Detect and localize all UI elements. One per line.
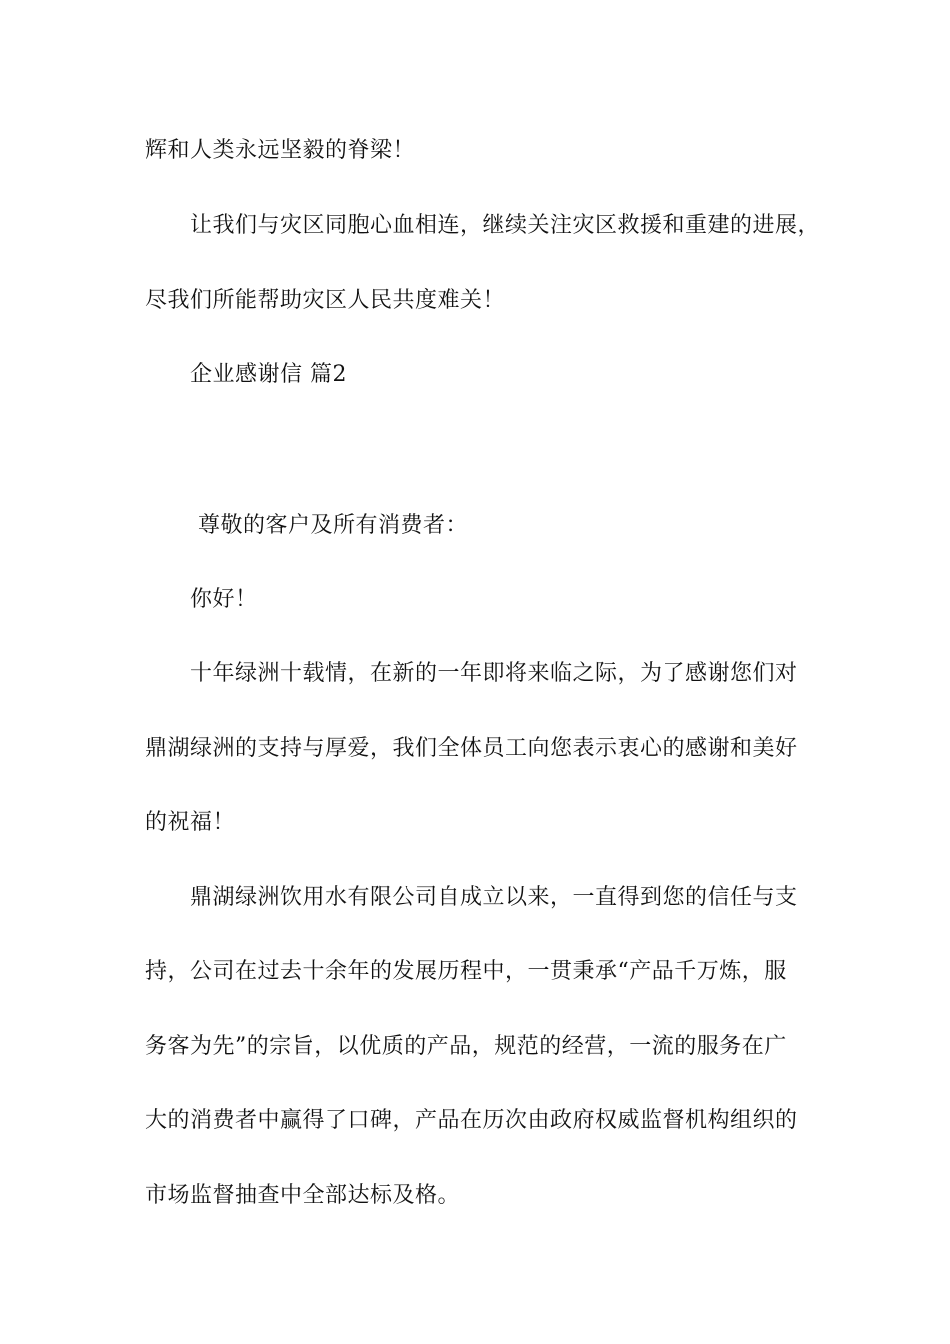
paragraph-line: 尽我们所能帮助灾区人民共度难关！ xyxy=(145,288,506,313)
paragraph-line: 持，公司在过去十余年的发展历程中，一贯秉承“产品千万炼，服 xyxy=(145,959,787,984)
paragraph-line: 十年绿洲十载情，在新的一年即将来临之际，为了感谢您们对 xyxy=(190,661,798,686)
paragraph-line: 鼎湖绿洲的支持与厚爱，我们全体员工向您表示衷心的感谢和美好 xyxy=(145,736,798,761)
salutation: 尊敬的客户及所有消费者： xyxy=(198,513,469,538)
paragraph-line: 务客为先”的宗旨，以优质的产品，规范的经营，一流的服务在广 xyxy=(145,1034,787,1059)
paragraph-line: 辉和人类永远坚毅的脊梁！ xyxy=(145,138,416,163)
paragraph-line: 市场监督抽查中全部达标及格。 xyxy=(145,1183,461,1208)
paragraph-line: 鼎湖绿洲饮用水有限公司自成立以来，一直得到您的信任与支 xyxy=(190,885,798,910)
section-heading: 企业感谢信 篇2 xyxy=(190,362,347,387)
paragraph-line: 让我们与灾区同胞心血相连，继续关注灾区救援和重建的进展， xyxy=(190,213,821,238)
paragraph-line: 大的消费者中赢得了口碑，产品在历次由政府权威监督机构组织的 xyxy=(145,1108,798,1133)
paragraph-line: 的祝福！ xyxy=(145,810,236,835)
greeting: 你好！ xyxy=(190,587,258,612)
